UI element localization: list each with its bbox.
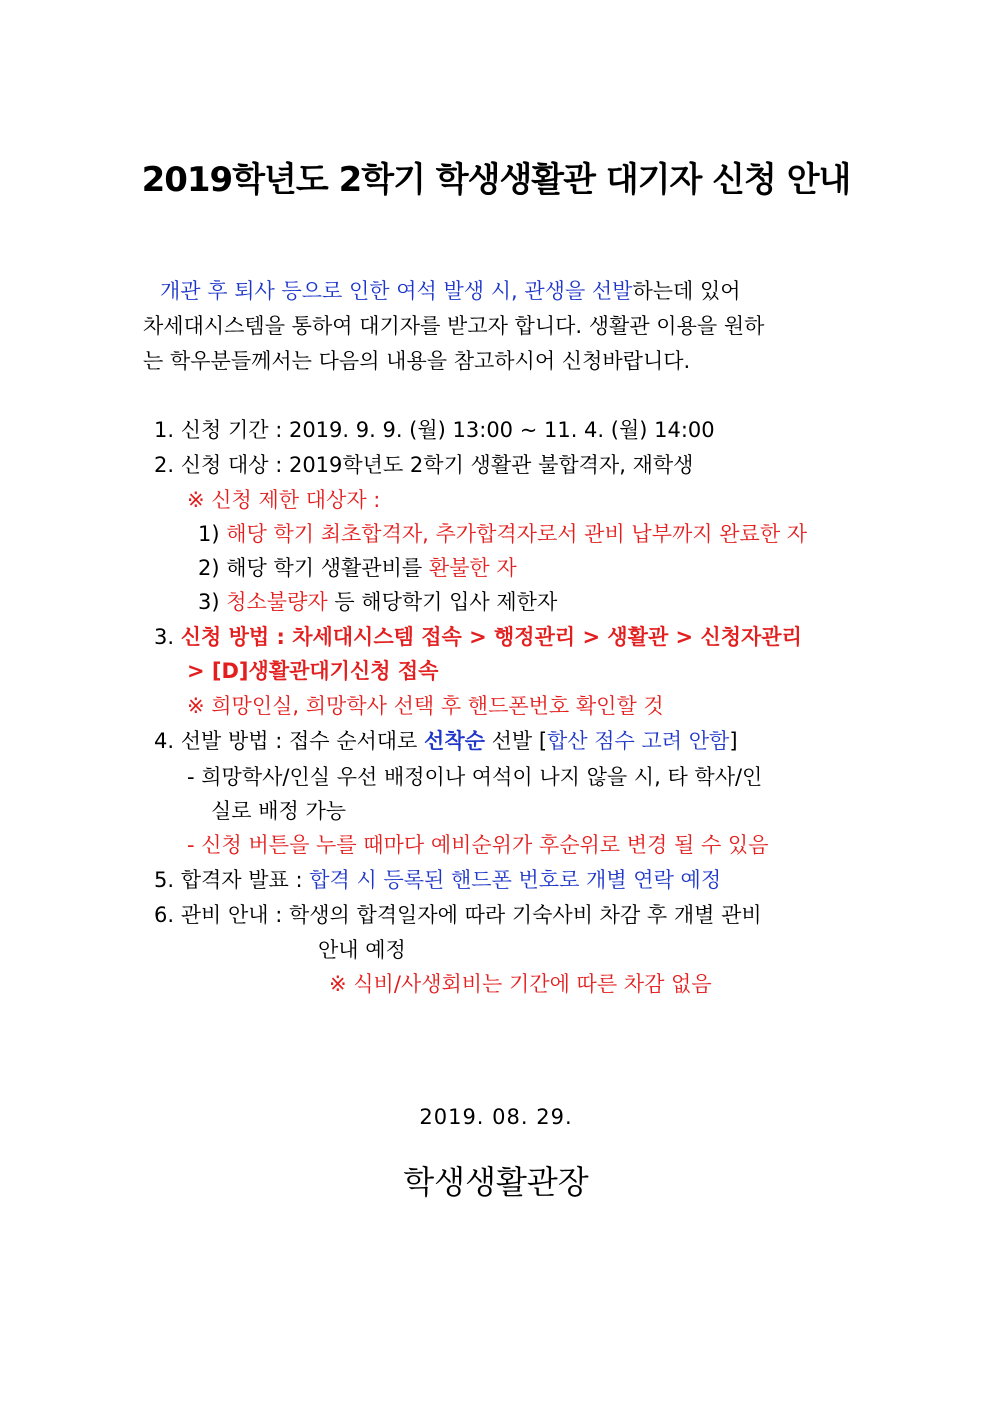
item-3-method: 신청 방법 : 차세대시스템 접속 > 행정관리 > 생활관 > 신청자관리 <box>180 625 802 649</box>
intro-highlight: 개관 후 퇴사 등으로 인한 여석 발생 시, 관생을 선발 <box>160 279 633 303</box>
item-4-dash-2: - 신청 버튼을 누를 때마다 예비순위가 후순위로 변경 될 수 있음 <box>187 833 769 857</box>
restriction-3-text: 등 해당학기 입사 제한자 <box>327 590 558 614</box>
item-4-dash-1: - 희망학사/인실 우선 배정이나 여석이 나지 않을 시, 타 학사/인 <box>187 765 763 789</box>
item-4-dash-1-cont: 실로 배정 가능 <box>211 799 347 823</box>
item-3-number: 3. <box>154 625 181 649</box>
item-5-label: 5. 합격자 발표 : <box>154 868 310 892</box>
item-6-note: ※ 식비/사생회비는 기간에 따른 차감 없음 <box>329 972 712 996</box>
intro-line-1 <box>160 276 741 306</box>
restriction-header: ※ 신청 제한 대상자 : <box>187 488 381 512</box>
restriction-3-highlight: 청소불량자 <box>226 590 328 614</box>
item-selection-method <box>154 726 738 756</box>
restriction-3-number: 3) <box>198 590 227 614</box>
item-4-first-come: 선착순 <box>424 729 485 753</box>
item-5-text: 합격 시 등록된 핸드폰 번호로 개별 연락 예정 <box>309 868 722 892</box>
item-fee-info: 6. 관비 안내 : 학생의 합격일자에 따라 기숙사비 차감 후 개별 관비 <box>154 903 762 927</box>
item-4-bracket: ] <box>729 729 738 753</box>
restriction-1-text: 해당 학기 최초합격자, 추가합격자로서 관비 납부까지 완료한 자 <box>226 522 808 546</box>
item-4-no-score: 합산 점수 고려 안함 <box>547 729 730 753</box>
item-4-select: 선발 [ <box>484 729 548 753</box>
signer: 학생생활관장 <box>403 1163 589 1201</box>
restriction-2-highlight: 환불한 자 <box>428 556 517 580</box>
restriction-1-number: 1) <box>198 522 227 546</box>
restriction-1 <box>198 519 807 549</box>
item-6-cont: 안내 예정 <box>318 938 406 962</box>
item-application-target: 2. 신청 대상 : 2019학년도 2학기 생활관 불합격자, 재학생 <box>154 453 694 477</box>
page-title: 2019학년도 2학기 학생생활관 대기자 신청 안내 <box>141 160 851 200</box>
item-3-note: ※ 희망인실, 희망학사 선택 후 핸드폰번호 확인할 것 <box>187 694 664 718</box>
document-date: 2019. 08. 29. <box>419 1105 573 1129</box>
intro-line-2: 차세대시스템을 통하여 대기자를 받고자 합니다. 생활관 이용을 원하 <box>143 314 765 338</box>
item-application-period: 1. 신청 기간 : 2019. 9. 9. (월) 13:00 ~ 11. 4. (월) 14:00 <box>154 418 715 442</box>
restriction-2 <box>198 553 517 583</box>
item-3-method-cont: > [D]생활관대기신청 접속 <box>187 659 439 683</box>
item-4-label: 4. 선발 방법 : 접수 순서대로 <box>154 729 425 753</box>
restriction-2-text: 2) 해당 학기 생활관비를 <box>198 556 429 580</box>
intro-text: 하는데 있어 <box>632 279 741 303</box>
item-announcement <box>154 865 721 895</box>
item-application-method <box>154 622 802 652</box>
intro-line-3: 는 학우분들께서는 다음의 내용을 참고하시어 신청바랍니다. <box>143 349 691 373</box>
restriction-3 <box>198 587 557 617</box>
